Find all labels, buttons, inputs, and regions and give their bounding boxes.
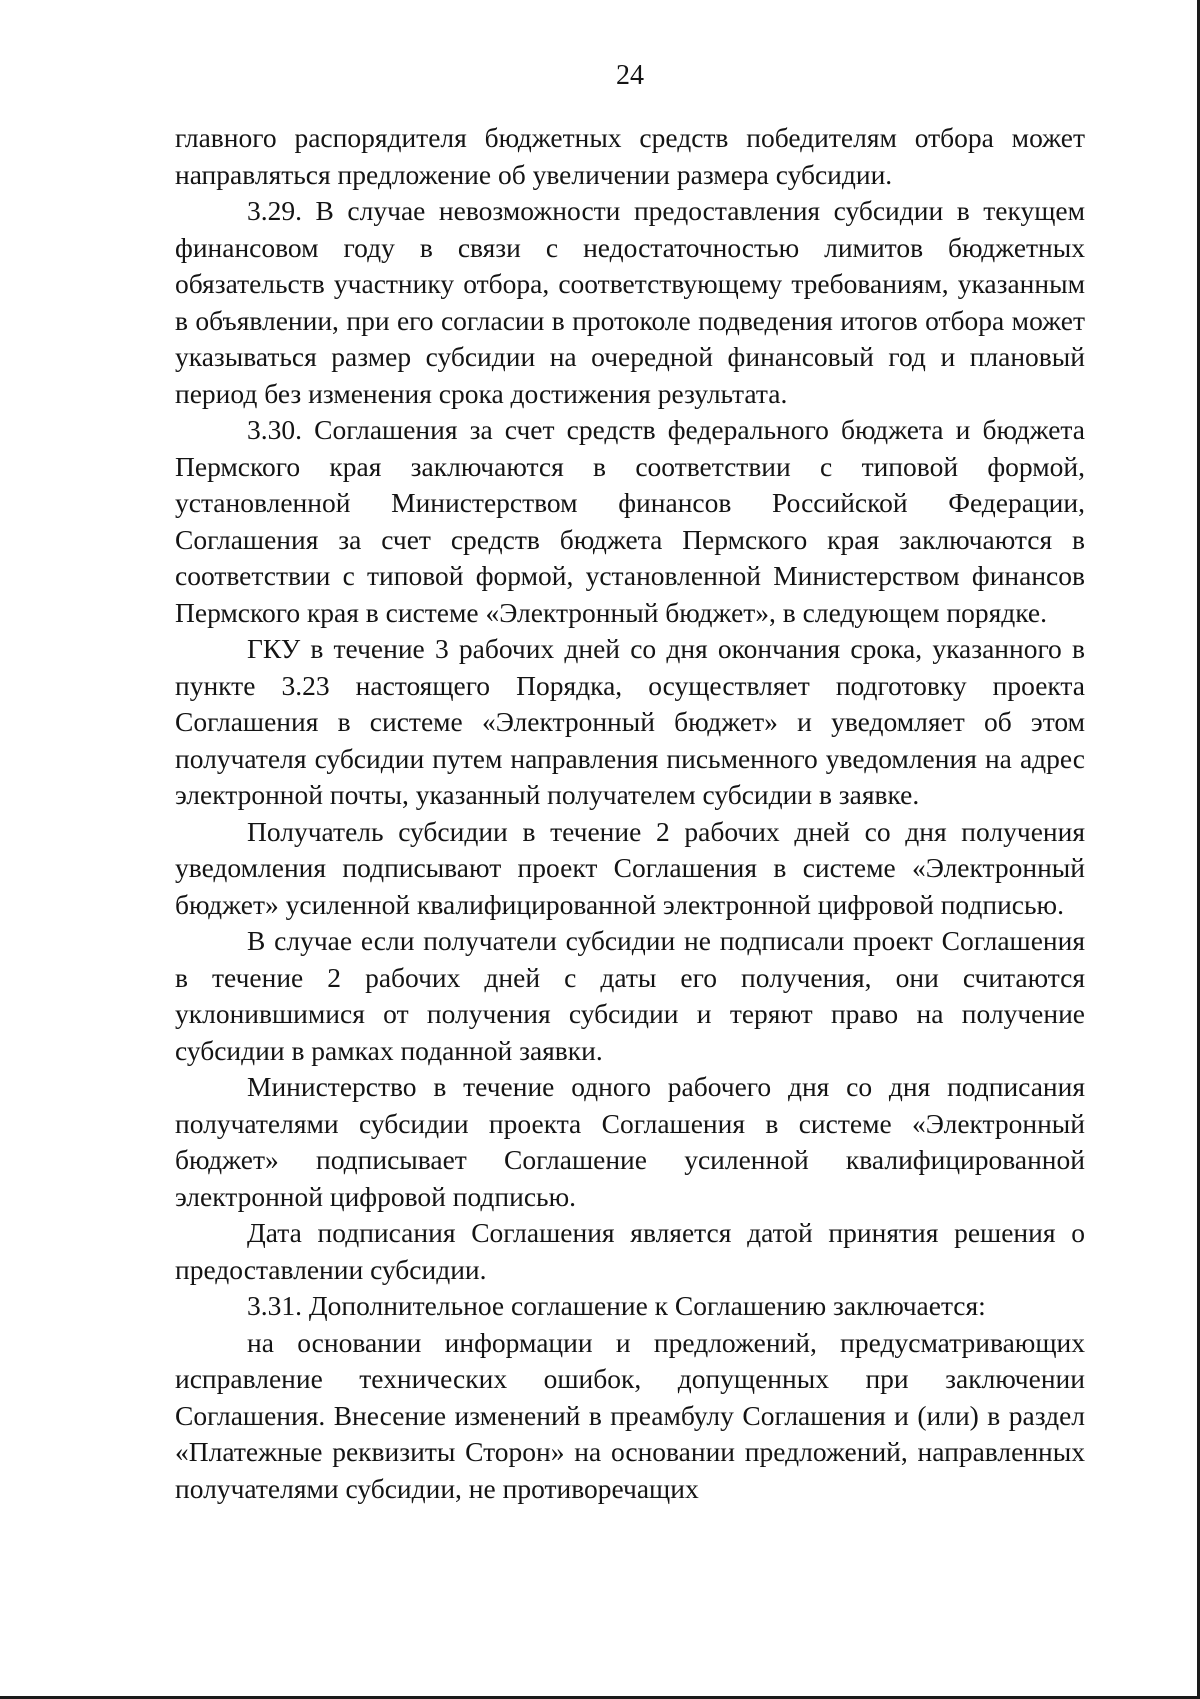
paragraph-ministry-signing: Министерство в течение одного рабочего дня со дня подписания получателями субсидии проекта Соглашения в системе «Электронный бюджет» подписывает Соглашение усиленной квалифицированной электронной цифровой подписью. — [175, 1071, 1085, 1212]
paragraph-gku-preparation: ГКУ в течение 3 рабочих дней со дня окончания срока, указанного в пункте 3.23 настоящего Порядка, осуществляет подготовку проекта Соглашения в системе «Электронный бюджет» и уведомляет об этом получателя субсидии путем направления письменного уведомления на адрес электронной почты, указанный получателем субсидии в заявке. — [175, 633, 1085, 810]
page-number: 24 — [616, 60, 644, 91]
paragraph-continuation: главного распорядителя бюджетных средств победителям отбора может направляться предложение об увеличении размера субсидии. — [175, 122, 1085, 190]
paragraph-3-29: 3.29. В случае невозможности предоставления субсидии в текущем финансовом году в связи с недостаточностью лимитов бюджетных обязательств участнику отбора, соответствующему требованиям, указанным в объявлении, при его согласии в протоколе подведения итогов отбора может указываться размер субсидии на очередной финансовый год и плановый период без изменения срока достижения результата. — [175, 195, 1085, 409]
paragraph-additional-agreement-basis: на основании информации и предложений, предусматривающих исправление технических ошибок, допущенных при заключении Соглашения. Внесение изменений в преамбулу Соглашения и (или) в раздел «Платежные реквизиты Сторон» на основании предложений, направленных получателями субсидии, не противоречащих — [175, 1326, 1085, 1504]
paragraph-recipient-signing: Получатель субсидии в течение 2 рабочих дней со дня получения уведомления подписывают проект Соглашения в системе «Электронный бюджет» усиленной квалифицированной электронной цифровой подписью. — [175, 815, 1085, 920]
paragraph-3-31: 3.31. Дополнительное соглашение к Соглашению заключается: — [247, 1290, 986, 1321]
paragraph-evasion: В случае если получатели субсидии не подписали проект Соглашения в течение 2 рабочих дней с даты его получения, они считаются уклонившимися от получения субсидии и теряют право на получение субсидии в рамках поданной заявки. — [175, 925, 1085, 1066]
paragraph-3-30: 3.30. Соглашения за счет средств федерального бюджета и бюджета Пермского края заключаются в соответствии с типовой формой, установленной Министерством финансов Российской Федерации, Соглашения за счет средств бюджета Пермского края заключаются в соответствии с типовой формой, установленной Министерством финансов Пермского края в системе «Электронный бюджет», в следующем порядке. — [175, 414, 1085, 628]
document-body — [175, 120, 1085, 1507]
paragraph-signing-date: Дата подписания Соглашения является датой принятия решения о предоставлении субсидии. — [175, 1217, 1085, 1285]
